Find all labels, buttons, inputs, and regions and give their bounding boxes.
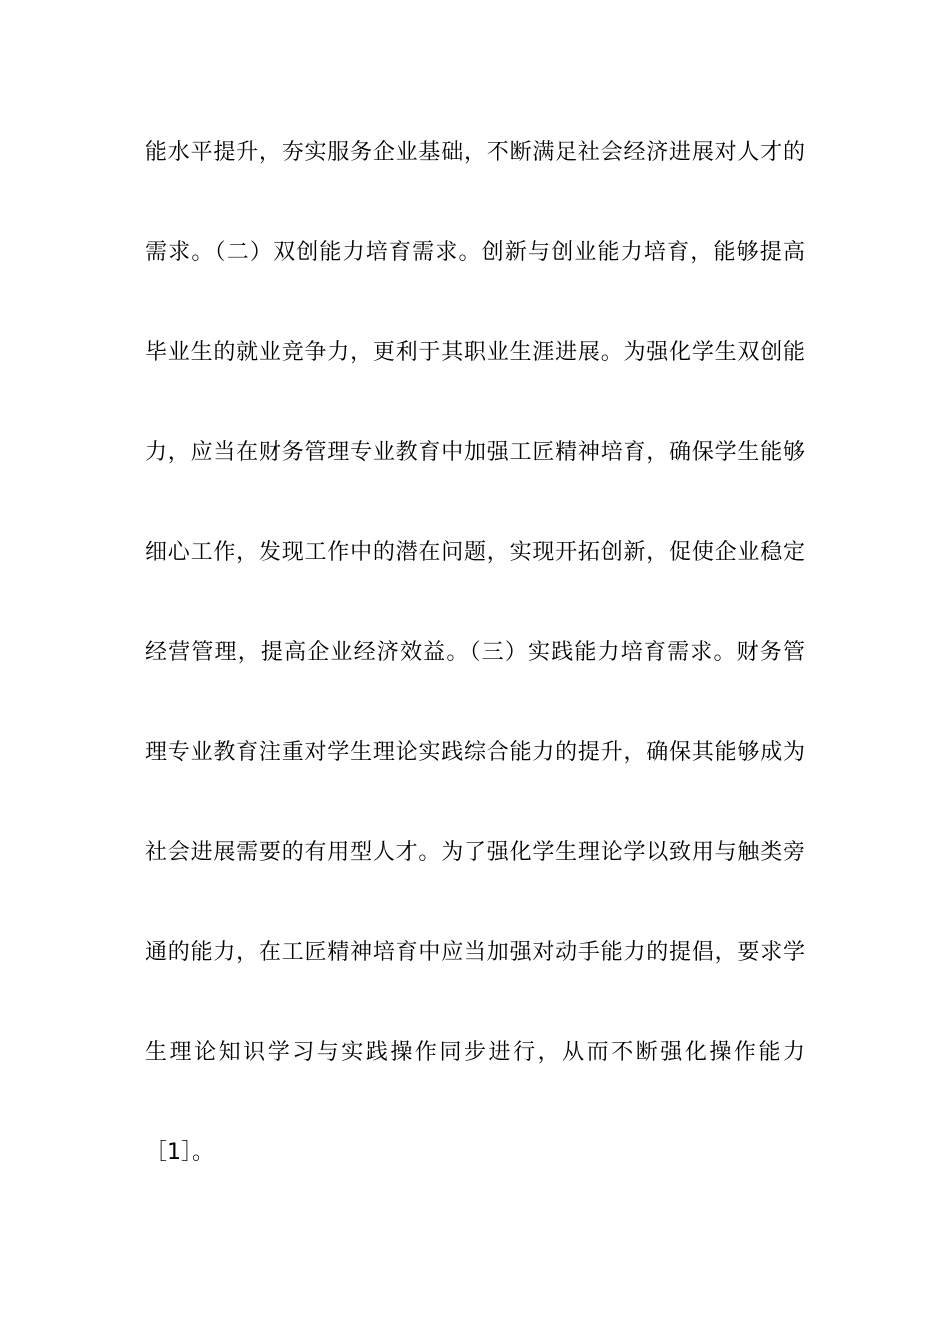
text-line-4: 力，应当在财务管理专业教育中加强工匠精神培育，确保学生能够 — [145, 440, 805, 465]
text-line-1: 能水平提升，夯实服务企业基础，不断满足社会经济进展对人才的 — [145, 140, 805, 165]
text-line-2: 需求。（二）双创能力培育需求。创新与创业能力培育，能够提高 — [145, 240, 805, 265]
text-line-6: 经营管理，提高企业经济效益。（三）实践能力培育需求。财务管 — [145, 640, 805, 665]
text-line-3: 毕业生的就业竞争力，更利于其职业生涯进展。为强化学生双创能 — [145, 340, 805, 365]
text-line-8: 社会进展需要的有用型人才。为了强化学生理论学以致用与触类旁 — [145, 840, 805, 865]
text-line-5: 细心工作，发现工作中的潜在问题，实现开拓创新，促使企业稳定 — [145, 540, 805, 565]
text-line-7: 理专业教育注重对学生理论实践综合能力的提升，确保其能够成为 — [145, 740, 805, 765]
citation-line: ［1］。 — [145, 1140, 214, 1165]
text-line-10: 生理论知识学习与实践操作同步进行，从而不断强化操作能力 — [145, 1040, 805, 1065]
text-line-9: 通的能力，在工匠精神培育中应当加强对动手能力的提倡，要求学 — [145, 940, 805, 965]
body-text — [145, 128, 805, 1228]
